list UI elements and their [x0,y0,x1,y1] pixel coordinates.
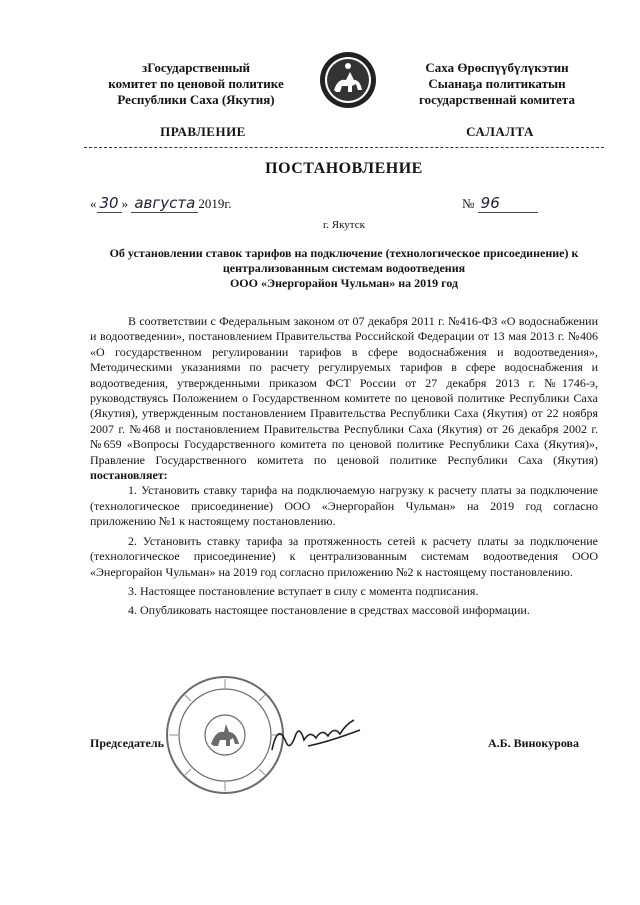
document-subject [84,246,604,291]
list-item [90,483,598,529]
list-item-number: 3. [128,583,137,598]
signer-name: А.Б. Винокурова [488,736,580,750]
list-item-number: 1. [128,483,137,498]
document-number [462,194,538,213]
subject-line: централизованным системам водоотведения [222,261,466,275]
list-item-text: Установить ставку тарифа за протяженность сетей к расчету платы за подключение (технологическое присоединение) к централизованным системам водоотведения ООО «Энергорайон Чульман» на 2019 год согласно приложению №2 к настоящему постановлению. [90,533,598,579]
document-body [90,314,598,619]
header-right-org [392,60,602,108]
header-left-line: комитет по ценовой политике [108,76,284,91]
header-right-line: Саха Өрөспүүбүлүкэтин [425,60,569,75]
header-left-org [84,60,308,108]
document-city: г. Якутск [323,219,365,231]
list-item-text: Опубликовать настоящее постановление в средствах массовой информации. [140,603,530,618]
yakutia-coat-of-arms-icon [318,50,378,110]
list-item [90,534,598,580]
preamble-paragraph [90,314,598,483]
header-right-line: государственнай комитета [419,92,575,107]
preamble-text: В соответствии с Федеральным законом от 07 декабря 2011 г. №416-ФЗ «О водоснабжении и водоотведении», постановлением Правительства Российской Федерации от 13 мая 2013 г. №406 «О государственном регулировании тарифов в сфере водоснабжения и водоотведения», Методическими указаниями по расчету регулируемых тарифов в сфере водоснабжения и водоотведения, утвержденными приказом ФСТ России от 27 декабря 2013 г. №1746-э, руководствуясь Положением о Государственном комитете по ценовой политике Республики Саха (Якутия), утвержденным постановлением Правительства Республики Саха (Якутия) от 22 ноября 2007 г. №468 и постановлением Правительства Республики Саха (Якутия) от 26 декабря 2002 г. №659 «Вопросы Государственного комитета по ценовой политике Республики Саха (Якутия)», Правление Государственного комитета по ценовой политике Республики Саха (Якутия) [90,314,598,467]
list-item [90,584,598,599]
date-quote-close: » [121,196,129,211]
list-item-number: 4. [128,603,137,618]
list-item-text: Настоящее постановление вступает в силу с момента подписания. [140,583,479,598]
date-month: августа [131,194,198,213]
subject-line: ООО «Энергорайон Чульман» на 2019 год [229,276,459,290]
date-day: 30 [97,194,122,213]
date-year: 2019г. [198,196,232,211]
list-item-text: Установить ставку тарифа на подключаемую нагрузку к расчету платы за подключение (технологическое присоединение) ООО «Энергорайон Чульман» на 2019 год согласно приложению №1 к настоящему постановлению. [90,483,599,529]
header-right-line: Сыанаҕа политикатын [428,76,566,91]
header-left-line: Республики Саха (Якутия) [117,92,275,107]
board-label-sakha: САЛАЛТА [466,124,534,139]
header-divider [84,147,604,148]
document-date [90,194,231,212]
signer-title: Председатель [90,736,164,750]
list-item [90,603,598,618]
board-label-ru: ПРАВЛЕНИЕ [160,124,246,139]
date-quote-open: « [90,196,97,211]
preamble-resolves: постановляет: [90,468,168,483]
document-title: ПОСТАНОВЛЕНИЕ [265,160,423,177]
subject-line: Об установлении ставок тарифов на подключение (технологическое присоединение) к [109,246,579,260]
number-value: 96 [480,194,500,212]
list-item-number: 2. [128,533,137,548]
header-left-line: зГосударственный [141,60,250,75]
number-label: № [462,196,475,211]
handwritten-signature-icon [268,712,368,758]
